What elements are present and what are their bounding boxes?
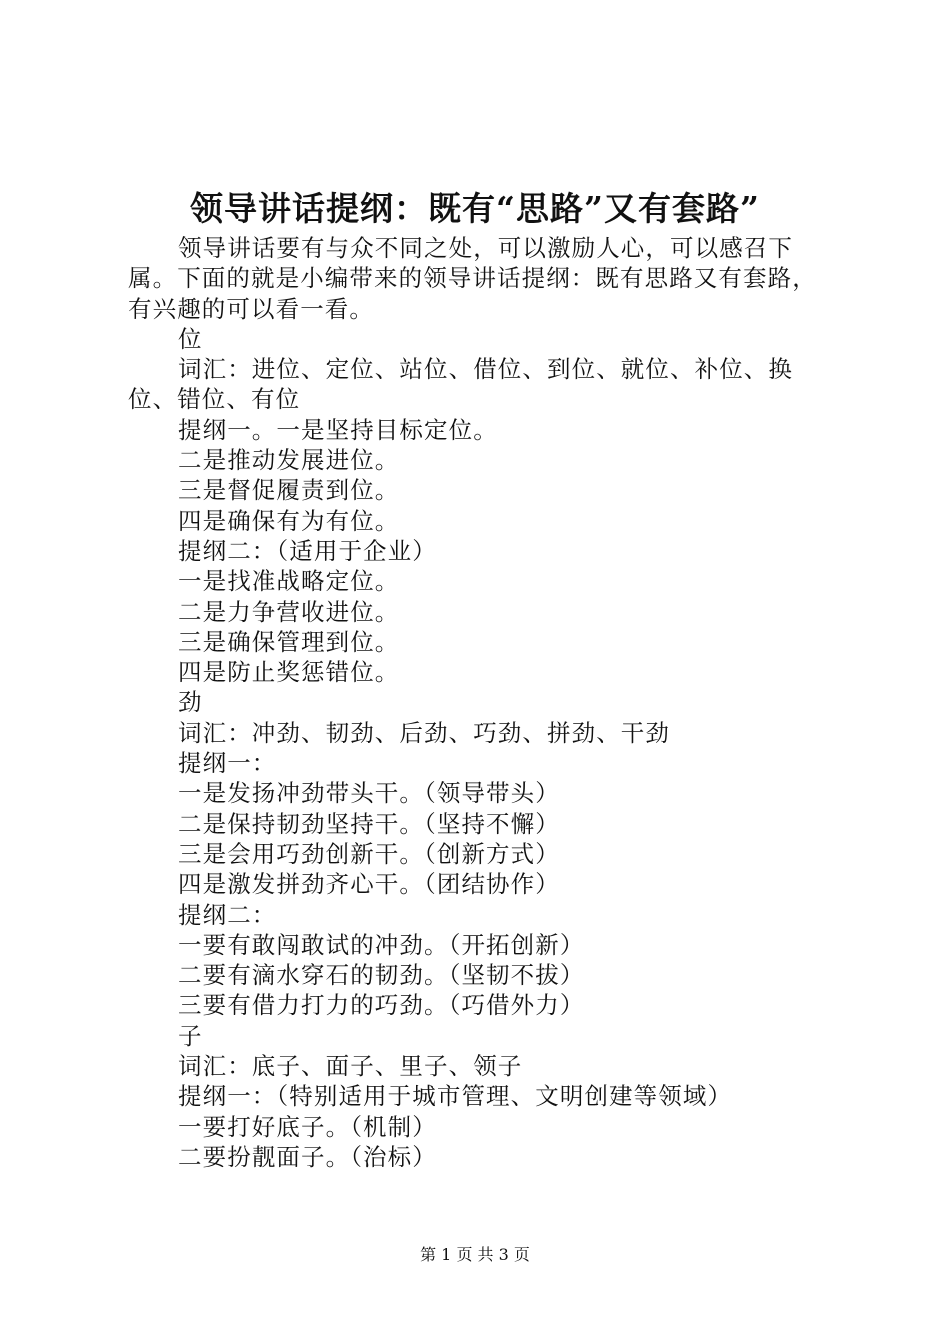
page-footer: 第 1 页 共 3 页 — [420, 1245, 530, 1264]
text-line: 提纲二： — [178, 900, 277, 929]
text-line: 属。下面的就是小编带来的领导讲话提纲：既有思路又有套路， — [128, 264, 817, 293]
text-line: 一要有敢闯敢试的冲劲。（开拓创新） — [178, 930, 585, 959]
text-line: 提纲一：（特别适用于城市管理、文明创建等领域） — [178, 1082, 733, 1111]
text-line: 三要有借力打力的巧劲。（巧借外力） — [178, 991, 585, 1020]
text-line: 有兴趣的可以看一看。 — [128, 294, 374, 323]
text-line: 词汇：进位、定位、站位、借位、到位、就位、补位、换 — [178, 355, 793, 384]
text-line: 四是激发拼劲齐心干。（团结协作） — [178, 870, 560, 899]
document-title: 领导讲话提纲：既有“思路”又有套路” — [190, 189, 760, 228]
text-line: 三是督促履责到位。 — [178, 476, 400, 505]
document-body — [128, 233, 840, 1172]
text-line: 提纲二：（适用于企业） — [178, 536, 437, 565]
text-line: 二是力争营收进位。 — [178, 597, 400, 626]
text-line: 词汇：底子、面子、里子、领子 — [178, 1052, 523, 1081]
text-line: 三是确保管理到位。 — [178, 627, 400, 656]
text-line: 子 — [178, 1021, 203, 1050]
text-line: 一是发扬冲劲带头干。（领导带头） — [178, 779, 560, 808]
text-line: 词汇：冲劲、韧劲、后劲、巧劲、拼劲、干劲 — [178, 718, 670, 747]
text-line: 劲 — [178, 688, 203, 717]
text-line: 位、错位、有位 — [128, 385, 301, 414]
text-line: 一是找准战略定位。 — [178, 567, 400, 596]
text-line: 提纲一： — [178, 749, 277, 778]
text-line: 二要扮靓面子。（治标） — [178, 1142, 437, 1171]
text-line: 三是会用巧劲创新干。（创新方式） — [178, 839, 560, 868]
text-line: 四是确保有为有位。 — [178, 506, 400, 535]
text-line: 二是保持韧劲坚持干。（坚持不懈） — [178, 809, 560, 838]
text-line: 领导讲话要有与众不同之处，可以激励人心，可以感召下 — [178, 234, 793, 262]
text-line: 二是推动发展进位。 — [178, 446, 400, 475]
text-line: 提纲一。一是坚持目标定位。 — [178, 415, 498, 444]
text-line: 位 — [178, 324, 203, 353]
text-line: 二要有滴水穿石的韧劲。（坚韧不拔） — [178, 961, 585, 990]
text-line: 四是防止奖惩错位。 — [178, 658, 400, 687]
text-line: 一要打好底子。（机制） — [178, 1112, 437, 1141]
